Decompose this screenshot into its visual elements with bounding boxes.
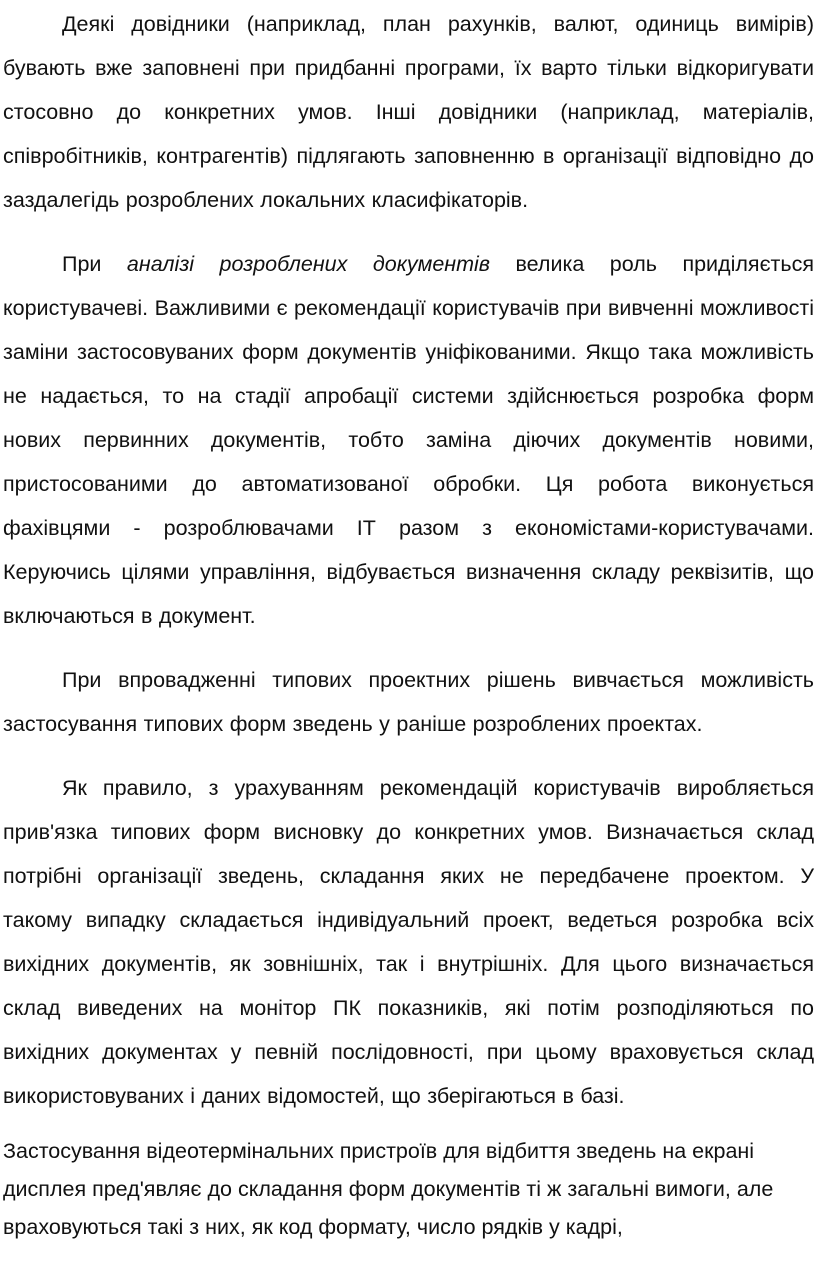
closing-line: дисплея пред'являє до складання форм документів ті ж загальні вимоги, але <box>3 1177 774 1201</box>
emphasis-term: аналізі розроблених документів <box>126 252 491 276</box>
paragraph-recommendations: Як правило, з урахуванням рекомендацій користувачів виробляється прив'язка типових форм висновку до конкретних умов. Визначається склад потрібні організації зведень, складання яких не передбачене проектом. У такому випадку складається індивідуальний проект, ведеться розробка всіх вихідних документів, як зовнішніх, так і внутрішніх. Для цього визначається склад виведених на монітор ПК показників, які потім розподіляються по вихідних документах у певній послідовності, при цьому враховується склад використовуваних і даних відомостей, що зберігаються в базі. <box>3 776 814 1108</box>
paragraph-directories: Деякі довідники (наприклад, план рахунків, валют, одиниць вимірів) бувають вже заповнені при придбанні програми, їх варто тільки відкоригувати стосовно до конкретних умов. Інші довідники (наприклад, матеріалів, співробітників, контрагентів) підлягають заповненню в організації відповідно до заздалегідь розроблених локальних класифікаторів. <box>3 12 814 212</box>
closing-line: Застосування відеотермінальних пристроїв для відбиття зведень на екрані <box>3 1139 755 1163</box>
document-page <box>3 2 814 1246</box>
paragraph-lead-text: При <box>62 252 127 276</box>
closing-paragraph <box>3 1132 814 1246</box>
paragraph-typical-solutions: При впровадженні типових проектних рішень вивчається можливість застосування типових форм зведень у раніше розроблених проектах. <box>3 668 814 736</box>
paragraph-body-text: велика роль приділяється користувачеві. Важливими є рекомендації користувачів при вивченні можливості заміни застосовуваних форм документів уніфікованими. Якщо така можливість не надається, то на стадії апробації системи здійснюється розробка форм нових первинних документів, тобто заміна діючих документів новими, пристосованими до автоматизованої обробки. Ця робота виконується фахівцями - розроблювачами ІТ разом з економістами-користувачами. Керуючись цілями управління, відбувається визначення складу реквізитів, що включаються в документ. <box>3 252 814 628</box>
closing-line: враховуються такі з них, як код формату, число рядків у кадрі, <box>3 1215 623 1239</box>
paragraph-document-analysis <box>3 242 814 638</box>
